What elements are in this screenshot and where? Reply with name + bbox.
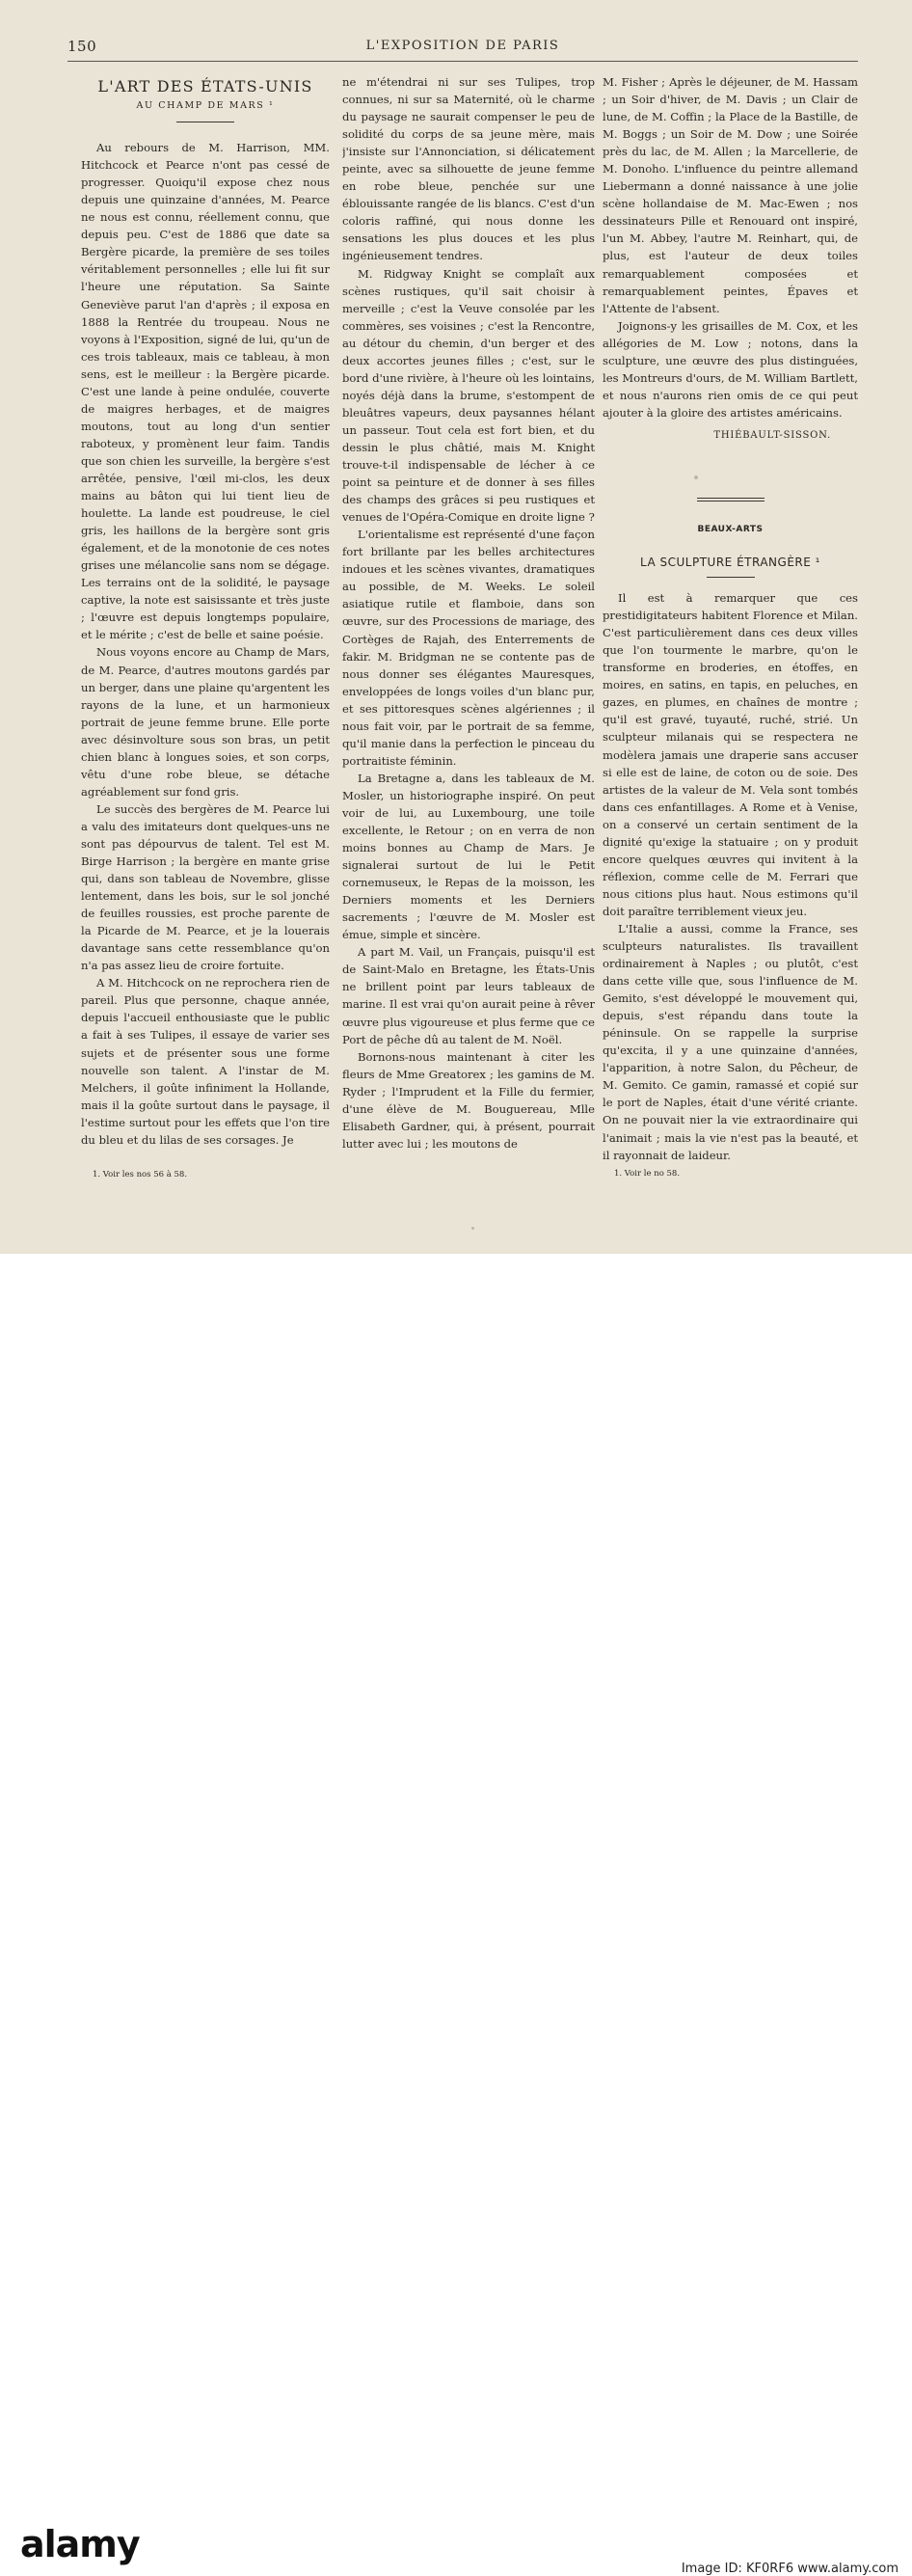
paragraph: Joignons-y les grisailles de M. Cox, et les allégories de M. Low ; notons, dans la sculpture, une œuvre des plus distinguées, les Montreurs d'ours, de M. William Bartlett, et nous n'aurons rien omis de ce qui peut ajouter à la gloire des artistes américains.	[603, 318, 858, 420]
title-rule	[707, 577, 755, 578]
column-1	[81, 73, 330, 1182]
column-3	[603, 73, 858, 1182]
section-divider	[697, 501, 764, 502]
paragraph: La Bretagne a, dans les tableaux de M. Mosler, un historiographe inspiré. On peut voir de lui, au Luxembourg, une toile excellente, le Retour ; on en verra de non moins bonnes au Champ de Mars. Je signalerai surtout de lui le Petit cornemuseux, le Repas de la moisson, les Derniers moments et les Derniers sacrements ; l'œuvre de M. Mosler est émue, simple et sincère.	[342, 771, 595, 942]
running-title: L'EXPOSITION DE PARIS	[365, 39, 560, 53]
author-signature: THIÉBAULT-SISSON.	[713, 429, 831, 441]
stock-watermark-band	[0, 1254, 912, 2576]
paragraph: Le succès des bergères de M. Pearce lui a valu des imitateurs dont quelques-uns ne sont pas dépourvus de talent. Tel est M. Birge Harrison ; la bergère en mante grise qui, dans son tableau de Novembre, glisse lentement, dans les bois, sur le sol jonché de feuilles roussies, est proche parente de la Picarde de M. Pearce, et je la louerais davantage sans cette ressemblance qu'on n'a pas assez lieu de croire fortuite.	[81, 801, 330, 973]
ink-speck	[471, 1227, 474, 1230]
column-2	[342, 73, 595, 1242]
paragraph: M. Ridgway Knight se complaît aux scènes rustiques, qu'il sait choisir à merveille ; c'est la Veuve consolée par les commères, ses voisines ; c'est la Rencontre, au détour du chemin, d'un berger et des deux accortes jeunes filles ; c'est, sur le bord d'une rivière, à l'heure où les lointains, noyés déjà dans la brume, s'estompent de bleuâtres vapeurs, deux paysannes hélant un passeur. Tout cela est fort bien, et du dessin le plus châtié, mais M. Knight trouve-t-il indispensable de lécher à ce point sa peinture et de donner à ses filles des champs des grâces si peu rustiques et venues de l'Opéra-Comique en droite ligne ?	[342, 266, 595, 525]
article-title: L'ART DES ÉTATS-UNIS	[97, 77, 313, 95]
section-divider	[697, 498, 764, 499]
paragraph: ne m'étendrai ni sur ses Tulipes, trop connues, ni sur sa Maternité, où le charme du paysage ne saurait compenser le peu de solidité du corps de sa jeune mère, mais j'insiste sur l'Annonciation, si délicatement peinte, avec sa silhouette de jeune femme en robe bleue, penchée sur une éblouissante rangée de lis blancs. C'est d'un coloris raffiné, qui nous donne les sensations les plus douces et les plus ingénieusement tendres.	[342, 75, 595, 263]
paragraph: L'orientalisme est représenté d'une façon fort brillante par les belles architectures indoues et les scènes vivantes, dramatiques au possible, de M. Weeks. Le soleil asiatique rutile et flamboie, dans son œuvre, sur des Processions de mariage, des Cortèges de Rajah, des Enterrements de fakir. M. Bridgman ne se contente pas de nous donner ses élégantes Mauresques, enveloppées de longs voiles d'un blanc pur, et ses pittoresques scènes algériennes ; il nous fait voir, par le portrait de sa femme, qu'il manie dans la perfection le pinceau du portraitiste féminin.	[342, 528, 595, 768]
section-title: LA SCULPTURE ÉTRANGÈRE ¹	[640, 556, 820, 570]
footnote: 1. Voir les nos 56 à 58.	[93, 1170, 188, 1180]
paragraph: A part M. Vail, un Français, puisqu'il est de Saint-Malo en Bretagne, les États-Unis ne brillent point par leurs tableaux de marine. Il est vrai qu'on aurait peine à rêver œuvre plus vigoureuse et plus ferme que ce Port de pêche dû au talent de M. Noël.	[342, 945, 595, 1046]
ink-speck	[694, 475, 698, 479]
paragraph: Il est à remarquer que ces prestidigitateurs habitent Florence et Milan. C'est particulièrement dans ces deux villes que l'on tourmente le marbre, qu'on le transforme en broderies, en étoffes, en moires, en satins, en tapis, en peluches, en gazes, en plumes, en chaînes de montre ; qu'il est gravé, tuyauté, ruché, strié. Un sculpteur milanais qui se respectera ne modèlera jamais une draperie sans accuser si elle est de laine, de coton ou de soie. Des artistes de la valeur de M. Vela sont tombés dans ces enfantillages. A Rome et à Venise, on a conservé un certain sentiment de la dignité qu'exige la statuaire ; on y produit encore quelques œuvres qui invitent à la réflexion, comme celle de M. Ferrari que nous citions plus haut. Nous estimons qu'il doit paraître terriblement vieux jeu.	[603, 591, 858, 918]
newspaper-page	[0, 0, 912, 1254]
section-tag: BEAUX-ARTS	[697, 524, 764, 534]
paragraph: Nous voyons encore au Champ de Mars, de M. Pearce, d'autres moutons gardés par un berger, dans une plaine qu'argentent les rayons de la lune, et un harmonieux portrait de jeune femme brune. Elle porte avec désinvolture sous son bras, un petit chien blanc à longues soies, et son corps, vêtu d'une robe bleue, se détache agréablement sur fond gris.	[81, 645, 330, 799]
paragraph: M. Fisher ; Après le déjeuner, de M. Hassam ; un Soir d'hiver, de M. Davis ; un Clair de lune, de M. Coffin ; la Place de la Bastille, de M. Boggs ; un Soir de M. Dow ; une Soirée près du lac, de M. Allen ; la Marcellerie, de M. Donoho. L'influence du peintre allemand Liebermann a donné naissance à une jolie scène hollandaise de M. Mac-Ewen ; nos dessinateurs Pille et Renouard ont inspiré, l'un M. Abbey, l'autre M. Reinhart, qui, de plus, est l'auteur de deux toiles remarquablement composées et remarquablement peintes, Épaves et l'Attente de l'absent.	[603, 75, 858, 315]
watermark-logo: alamy	[20, 2523, 140, 2565]
paragraph: L'Italie a aussi, comme la France, ses sculpteurs naturalistes. Ils travaillent ordinairement à Naples ; ou plutôt, c'est dans cette ville que, sous l'influence de M. Gemito, s'est développé le mouvement qui, depuis, s'est répandu dans toute la péninsule. On se rappelle la surprise qu'excita, il y a une quinzaine d'années, l'apparition, à notre Salon, du Pêcheur, de M. Gemito. Ce gamin, ramassé et copié sur le port de Naples, était d'une vérité criante. On ne pouvait nier la vie extraordinaire qui l'animait ; mais la vie n'est pas la beauté, et il rayonnait de laideur.	[603, 921, 858, 1162]
page-header	[67, 38, 858, 62]
stock-image-id: Image ID: KF0RF6 www.alamy.com	[681, 2562, 899, 2576]
footnote: 1. Voir le no 58.	[614, 1169, 681, 1179]
paragraph: Au rebours de M. Harrison, MM. Hitchcock et Pearce n'ont pas cessé de progresser. Quoiqu'il expose chez nous depuis une quinzaine d'années, M. Pearce ne nous est connu, réellement connu, que depuis peu. C'est de 1886 que date sa Bergère picarde, la première de ses toiles véritablement personnelles ; elle lui fit sur l'heure une réputation. Sa Sainte Geneviève parut l'an d'après ; il exposa en 1888 la Rentrée du troupeau. Nous ne voyons à l'Exposition, signé de lui, qu'un de ces trois tableaux, mais ce tableau, à mon sens, est le meilleur : la Bergère picarde. C'est une lande à peine ondulée, couverte de maigres herbages, et de maigres moutons, tout au long d'un sentier raboteux, y promènent leur faim. Tandis que son chien les surveille, la bergère s'est arrêtée, pensive, l'œil mi-clos, les deux mains au bâton qui lui tient lieu de houlette. La lande est poudreuse, le ciel gris, les haillons de la bergère sont gris également, et de la monotonie de ces notes grises une mélancolie sans nom se dégage. Les terrains ont de la solidité, le paysage captive, la note est saisissante et très juste ; l'œuvre est depuis longtemps populaire, et le mérite ; c'est de belle et saine poésie.	[81, 141, 330, 642]
article-subtitle: AU CHAMP DE MARS ¹	[136, 100, 275, 112]
page-number: 150	[67, 38, 97, 55]
paragraph: Bornons-nous maintenant à citer les fleurs de Mme Greatorex ; les gamins de M. Ryder ; l'Imprudent et la Fille du fermier, d'une élève de M. Bouguereau, Mlle Elisabeth Gardner, qui, à présent, pourrait lutter avec lui ; les moutons de	[342, 1049, 595, 1151]
paragraph: A M. Hitchcock on ne reprochera rien de pareil. Plus que personne, chaque année, depuis l'accueil enthousiaste que le public a fait à ses Tulipes, il essaye de varier ses sujets et de présenter sous une forme nouvelle son talent. A l'instar de M. Melchers, il goûte infiniment la Hollande, mais il la goûte surtout dans le paysage, il l'estime surtout pour les effets que l'on tire du bleu et du lilas de ses corsages. Je	[81, 976, 330, 1147]
